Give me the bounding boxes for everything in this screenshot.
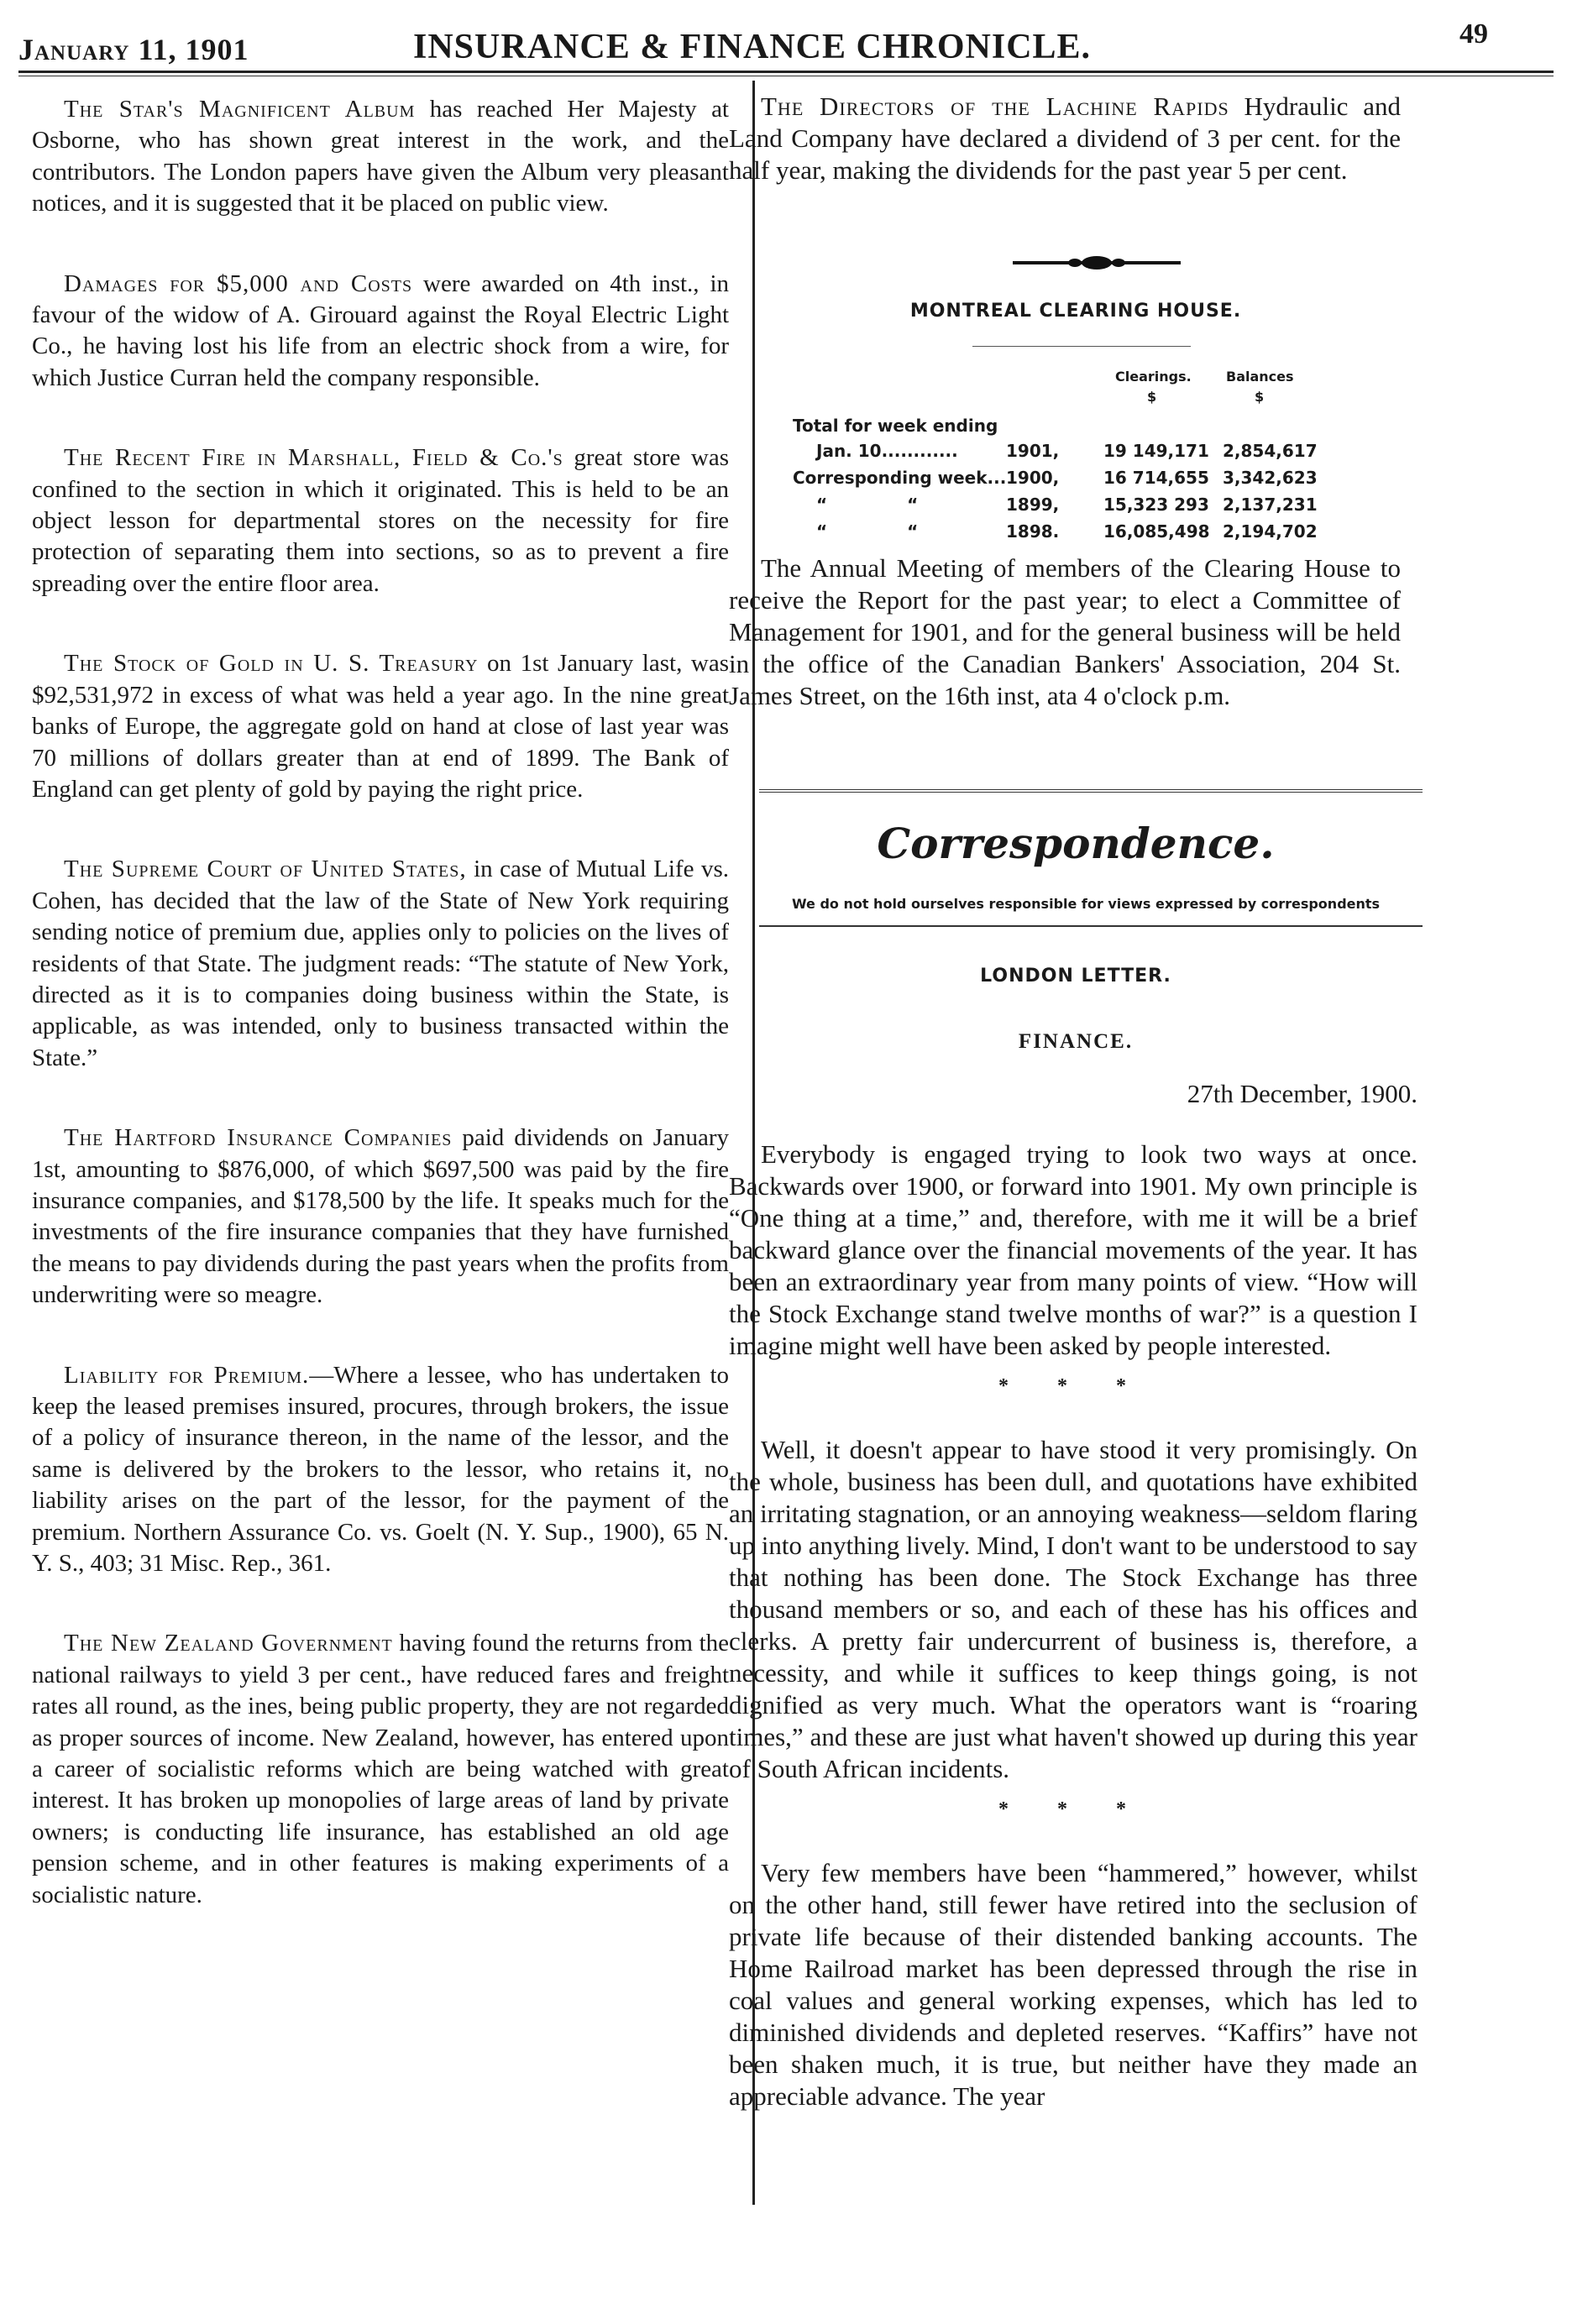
issue-date: January 11, 1901 — [18, 33, 249, 66]
item-lead: The Recent Fire in Marshall, Field & Co.'s — [64, 444, 563, 472]
table-row — [729, 435, 1423, 463]
item-text: in case of Mutual Life vs. Cohen, has decided that the law of the State of New York requiring sending notice of premium due, applies only to policies on the lives of residents of that State. The judgment reads: “The statute of New York, directed as it is to companies doing business within the State, is applicable, as was intended, only to business transacted within the State.” — [32, 856, 729, 1071]
row-year: 1898. — [1006, 521, 1060, 542]
london-letter-body — [729, 1138, 1417, 2112]
london-letter-title: LONDON LETTER. — [980, 966, 1171, 987]
correspondence-heading: Correspondence. — [877, 819, 1275, 868]
section-rule-top — [759, 789, 1423, 793]
table-row — [729, 489, 1423, 517]
row-label: Corresponding week... — [793, 468, 1007, 488]
table-row — [729, 516, 1423, 544]
news-item-album — [32, 94, 729, 220]
item-lead: The New Zealand Government — [64, 1630, 393, 1657]
item-lead: The Hartford Insurance Companies — [64, 1124, 453, 1152]
item-lead: Liability for Premium. — [64, 1361, 310, 1389]
row-label: “ “ — [816, 521, 956, 542]
item-text: —Where a lessee, who has undertaken to keep the leased premises insured, procures, through brokers, the issue of a policy of insurance thereon, in the name of the lessor, and the same is delivered by the brokers to the lessor, who retains it, no liability arises on the part of the lessor, for the payment of the premium. Northern Assurance Co. vs. Goelt (N. Y. Sup., 1900), 65 N. Y. S., 403; 31 Misc. Rep., 361. — [32, 1361, 729, 1578]
item-text: on 1st January last, was $92,531,972 in excess of what was held a year ago. In the nine great banks of Europe, the aggregate gold on hand at close of last year was 70 millions of dollars greater than at end of 1899. The Bank of England can get plenty of gold by paying the right price. — [32, 650, 729, 803]
news-item-liability — [32, 1360, 729, 1580]
left-column — [32, 94, 729, 2311]
table-row — [729, 410, 1423, 438]
letter-paragraph: Well, it doesn't appear to have stood it very promisingly. On the whole, business has been dull, and quotations have exhibited an irritating stagnation, or an annoying weakness—seldom flaring up into anything lively. Mind, I don't want to be understood to say that nothing has been done. The Stock Exchange has three thousand members or so, and each of these has his offices and clerks. A pretty fair undercurrent of business is, therefore, a necessity, and while it suffices to keep things going, is not dignified as very much. What the operators want is “roaring times,” and these are just what haven't showed up during this year of South African incidents. — [729, 1435, 1417, 1783]
item-lead: Damages for $5,000 and Costs — [64, 270, 413, 297]
publication-title: INSURANCE & FINANCE CHRONICLE. — [413, 28, 1092, 66]
row-balances: 3,342,623 — [1223, 468, 1318, 488]
row-balances: 2,137,231 — [1223, 495, 1318, 515]
news-item-fire — [32, 442, 729, 599]
item-text: having found the returns from the national railways to yield 3 per cent., have reduced fares and freight rates all round, as the ines, being public property, they are not regarded as proper sources of income. New Zealand, however, has entered upon a career of socialistic reforms which are being watched with great interest. It has broken up monopolies of large areas of land by private owners; is conducting life insurance, has established an old age pension scheme, and in other features is making experiments of a socialistic nature. — [32, 1630, 729, 1908]
finance-subtitle: FINANCE. — [1018, 1030, 1134, 1053]
row-balances: 2,194,702 — [1223, 521, 1318, 542]
item-text: has reached Her Majesty at Osborne, who has shown great interest in the work, and the contributors. The London papers have given the Album very pleasant notices, and it is suggested that it be placed on public view. — [32, 96, 729, 217]
clearing-house-rule — [972, 346, 1191, 347]
annual-meeting-notice: The Annual Meeting of members of the Clearing House to receive the Report for the past year; to elect a Committee of Management for 1901, and for the general business will be held in the office of the Canadian Bankers' Association, 204 St. James Street, on the 16th inst, ata 4 o'clock p.m. — [729, 553, 1401, 710]
correspondence-disclaimer: We do not hold ourselves responsible for views expressed by correspondents — [791, 896, 1381, 912]
row-clearings: 16,085,498 — [1103, 521, 1210, 542]
item-text: were awarded on 4th inst., in favour of the widow of A. Girouard against the Royal Electric Light Co., he having lost his life from an electric shock from a wire, for which Justice Curran held the company responsible. — [32, 270, 729, 391]
news-item-gold — [32, 648, 729, 805]
row-clearings: 16 714,655 — [1103, 468, 1209, 488]
row-clearings: 15,323 293 — [1103, 495, 1209, 515]
row-label: “ “ — [816, 495, 956, 515]
news-item-lachine — [729, 91, 1401, 186]
col-header-clearings: Clearings. — [1115, 369, 1192, 385]
news-item-hartford — [32, 1123, 729, 1311]
page-number: 49 — [1459, 18, 1488, 50]
row-year: 1901, — [1006, 441, 1060, 461]
item-lead: The Stock of Gold in U. S. Treasury — [64, 650, 479, 678]
item-text: paid dividends on January 1st, amounting to $876,000, of which $697,500 was paid by the fire insurance companies, and $178,500 by the life. It speaks much for the investments of the fire insurance companies that they have furnished the means to pay dividends during the past years when the profits from underwriting were so meagre. — [32, 1124, 729, 1309]
letter-paragraph: Very few members have been “hammered,” however, whilst on the other hand, still fewer have retired into the seclusion of private life because of their distended banking accounts. The Home Railroad market has been depressed through the rise in coal values and general working expenses, which has led to diminished dividends and depleted reserves. “Kaffirs” have not been shaken much, it is true, but neither have they made an appreciable advance. The year — [729, 1858, 1417, 2111]
item-lead: The Directors of the Lachine Rapids — [761, 92, 1229, 121]
row-label: Jan. 10............ — [816, 441, 958, 461]
ornament-divider — [1013, 250, 1181, 275]
row-balances: 2,854,617 — [1223, 441, 1318, 461]
news-item-supreme-court — [32, 854, 729, 1074]
unit-balances: $ — [1255, 389, 1265, 405]
right-column — [729, 91, 1423, 2307]
page-header — [18, 18, 1554, 73]
item-lead: The Star's Magnificent Album — [64, 96, 416, 123]
news-item-new-zealand — [32, 1628, 729, 1911]
section-rule-bottom — [759, 925, 1423, 927]
row-clearings: 19 149,171 — [1103, 441, 1209, 461]
col-header-balances: Balances — [1226, 369, 1294, 385]
row-year: 1899, — [1006, 495, 1060, 515]
table-row — [729, 462, 1423, 490]
item-lead: The Supreme Court of United States, — [64, 856, 467, 883]
item-text: great store was confined to the section in which it originated. This is held to be an object lesson for departmental stores on the necessity for fire protection of separating them into sections, so as to prevent a fire spreading over the entire floor area. — [32, 444, 729, 597]
letter-date: 27th December, 1900. — [1187, 1079, 1417, 1108]
unit-clearings: $ — [1147, 389, 1157, 405]
news-item-damages — [32, 269, 729, 395]
section-break-stars: * * * — [998, 1375, 1148, 1397]
row-label: Total for week ending — [793, 416, 998, 436]
letter-paragraph: Everybody is engaged trying to look two ways at once. Backwards over 1900, or forward into 1901. My own principle is “One thing at a time,” and, therefore, with me it will be a brief backward glance over the financial movements of the year. It has been an extraordinary year from many points of view. “How will the Stock Exchange stand twelve months of war?” is a question I imagine might well have been asked by people interested. — [729, 1139, 1417, 1360]
row-year: 1900, — [1006, 468, 1060, 488]
clearing-house-title: MONTREAL CLEARING HOUSE. — [909, 301, 1242, 322]
item-text: Hydraulic and Land Company have declared a dividend of 3 per cent. for the half year, making the dividends for the past year 5 per cent. — [729, 92, 1401, 185]
section-break-stars: * * * — [998, 1798, 1148, 1820]
